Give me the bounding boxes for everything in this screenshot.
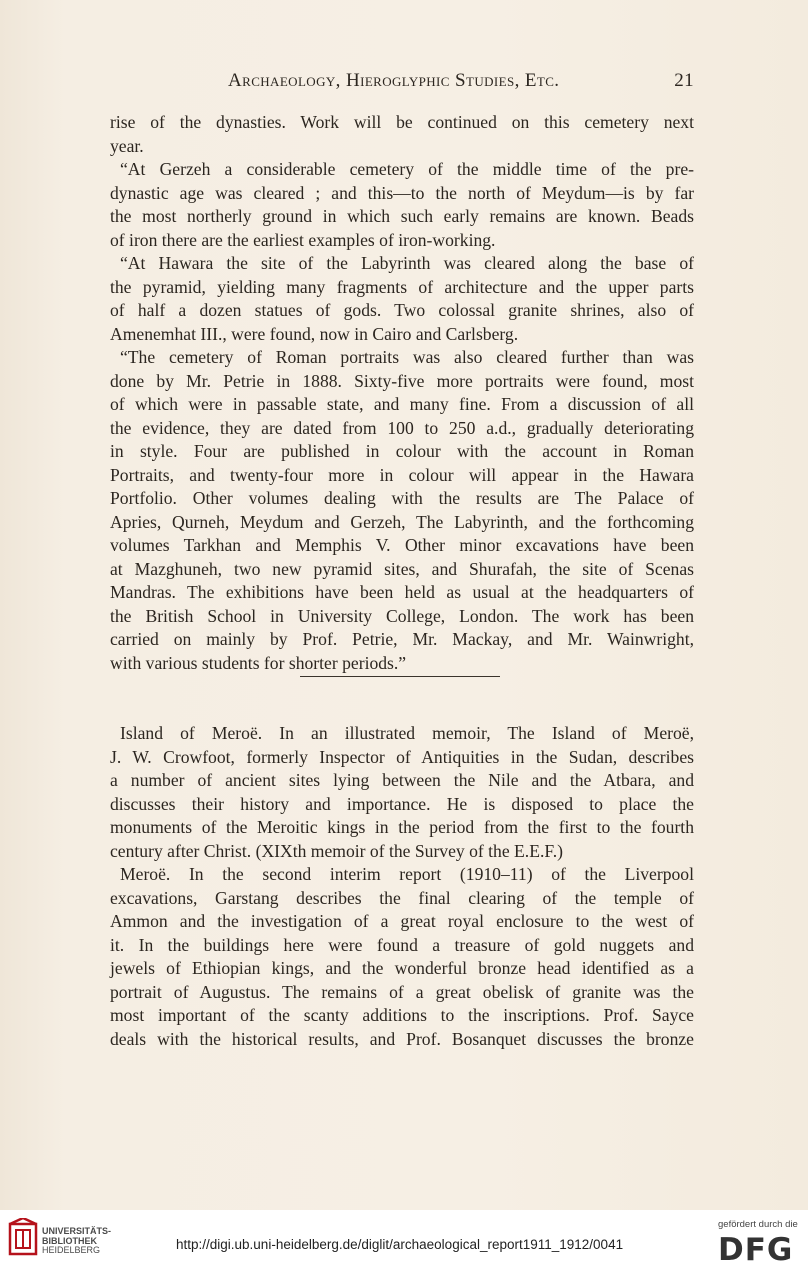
blank-line	[110, 699, 694, 723]
text-line: J. W. Crowfoot, formerly Inspector of Antiquities in the Sudan, describes	[110, 746, 694, 767]
institution-line: HEIDELBERG	[42, 1245, 101, 1255]
funding-caption: gefördert durch die	[718, 1219, 798, 1230]
text-line: volumes Tarkhan and Memphis V. Other minor excavations have been	[110, 535, 694, 555]
institution-line: BIBLIOTHEK	[42, 1235, 97, 1246]
page-number: 21	[674, 70, 694, 91]
text-line: deals with the historical results, and Prof. Bosanquet discusses the bronze	[110, 1028, 694, 1049]
text-line: Meroë. In the second interim report (1910–11) of the Liverpool	[120, 864, 694, 884]
text-line: Portraits, and twenty-four more in colour will appear in the Hawara	[110, 464, 694, 485]
text-line: Island of Meroë. In an illustrated memoir, The Island of Meroë,	[120, 723, 694, 743]
text-line: of half a dozen statues of gods. Two colossal granite shrines, also of	[110, 300, 694, 320]
blank-line	[110, 675, 694, 699]
text-line: dynastic age was cleared ; and this—to the north of Meydum—is by far	[110, 182, 694, 203]
text-line: done by Mr. Petrie in 1888. Sixty-five more portraits were found, most	[110, 370, 694, 391]
text-line: “At Hawara the site of the Labyrinth was cleared along the base of	[120, 253, 694, 273]
text-line: Ammon and the investigation of a great royal enclosure to the west of	[110, 911, 694, 931]
text-line: of which were in passable state, and many fine. From a discussion of all	[110, 394, 694, 414]
text-line: rise of the dynasties. Work will be continued on this cemetery next	[110, 112, 694, 132]
body-text	[110, 111, 694, 1051]
running-head	[110, 70, 694, 96]
library-emblem-icon	[8, 1218, 38, 1262]
text-line: with various students for shorter periods.”	[110, 652, 407, 673]
text-line: Amenemhat III., were found, now in Cairo and Carlsberg.	[110, 323, 519, 344]
text-line: excavations, Garstang describes the final clearing of the temple of	[110, 887, 694, 908]
text-line: most important of the scanty additions to the inscriptions. Prof. Sayce	[110, 1005, 694, 1025]
digitization-footer	[0, 1210, 808, 1271]
text-line: jewels of Ethiopian kings, and the wonderful bronze head identified as a	[110, 958, 694, 978]
text-line: it. In the buildings here were found a treasure of gold nuggets and	[110, 934, 694, 955]
text-line: the most northerly ground in which such early remains are known. Beads	[110, 206, 694, 226]
text-line: “At Gerzeh a considerable cemetery of the middle time of the pre-	[120, 159, 694, 179]
text-line: Apries, Qurneh, Meydum and Gerzeh, The Labyrinth, and the forthcoming	[110, 511, 694, 532]
text-line: the British School in University College, London. The work has been	[110, 605, 694, 626]
text-line: discusses their history and importance. He is disposed to place the	[110, 793, 694, 814]
dfg-logo: DFG	[718, 1232, 794, 1268]
institution-line: UNIVERSITÄTS-	[42, 1226, 112, 1236]
text-line: year.	[110, 135, 144, 156]
text-line: monuments of the Meroitic kings in the period from the first to the fourth	[110, 817, 694, 837]
text-line: carried on mainly by Prof. Petrie, Mr. Mackay, and Mr. Wainwright,	[110, 629, 694, 649]
section-divider	[300, 676, 500, 677]
text-line: in style. Four are published in colour with the account in Roman	[110, 441, 694, 461]
text-line: portrait of Augustus. The remains of a great obelisk of granite was the	[110, 981, 694, 1002]
text-line: the evidence, they are dated from 100 to 250 a.d., gradually deteriorating	[110, 417, 694, 438]
text-line: a number of ancient sites lying between the Nile and the Atbara, and	[110, 770, 694, 790]
text-line: “The cemetery of Roman portraits was also cleared further than was	[120, 347, 694, 367]
permalink-url[interactable]: http://digi.ub.uni-heidelberg.de/diglit/archaeological_report1911_1912/0041	[176, 1237, 624, 1252]
text-line: of iron there are the earliest examples of iron-working.	[110, 229, 496, 250]
running-title: Archaeology, Hieroglyphic Studies, Etc.	[228, 70, 560, 91]
text-line: the pyramid, yielding many fragments of architecture and the upper parts	[110, 276, 694, 297]
university-library-name	[42, 1227, 111, 1256]
text-line: Mandras. The exhibitions have been held as usual at the headquarters of	[110, 582, 694, 602]
text-line: at Mazghuneh, two new pyramid sites, and Shurafah, the site of Scenas	[110, 558, 694, 579]
text-line: Portfolio. Other volumes dealing with the results are The Palace of	[110, 488, 694, 508]
text-line: century after Christ. (XIXth memoir of the Survey of the E.E.F.)	[110, 840, 563, 861]
